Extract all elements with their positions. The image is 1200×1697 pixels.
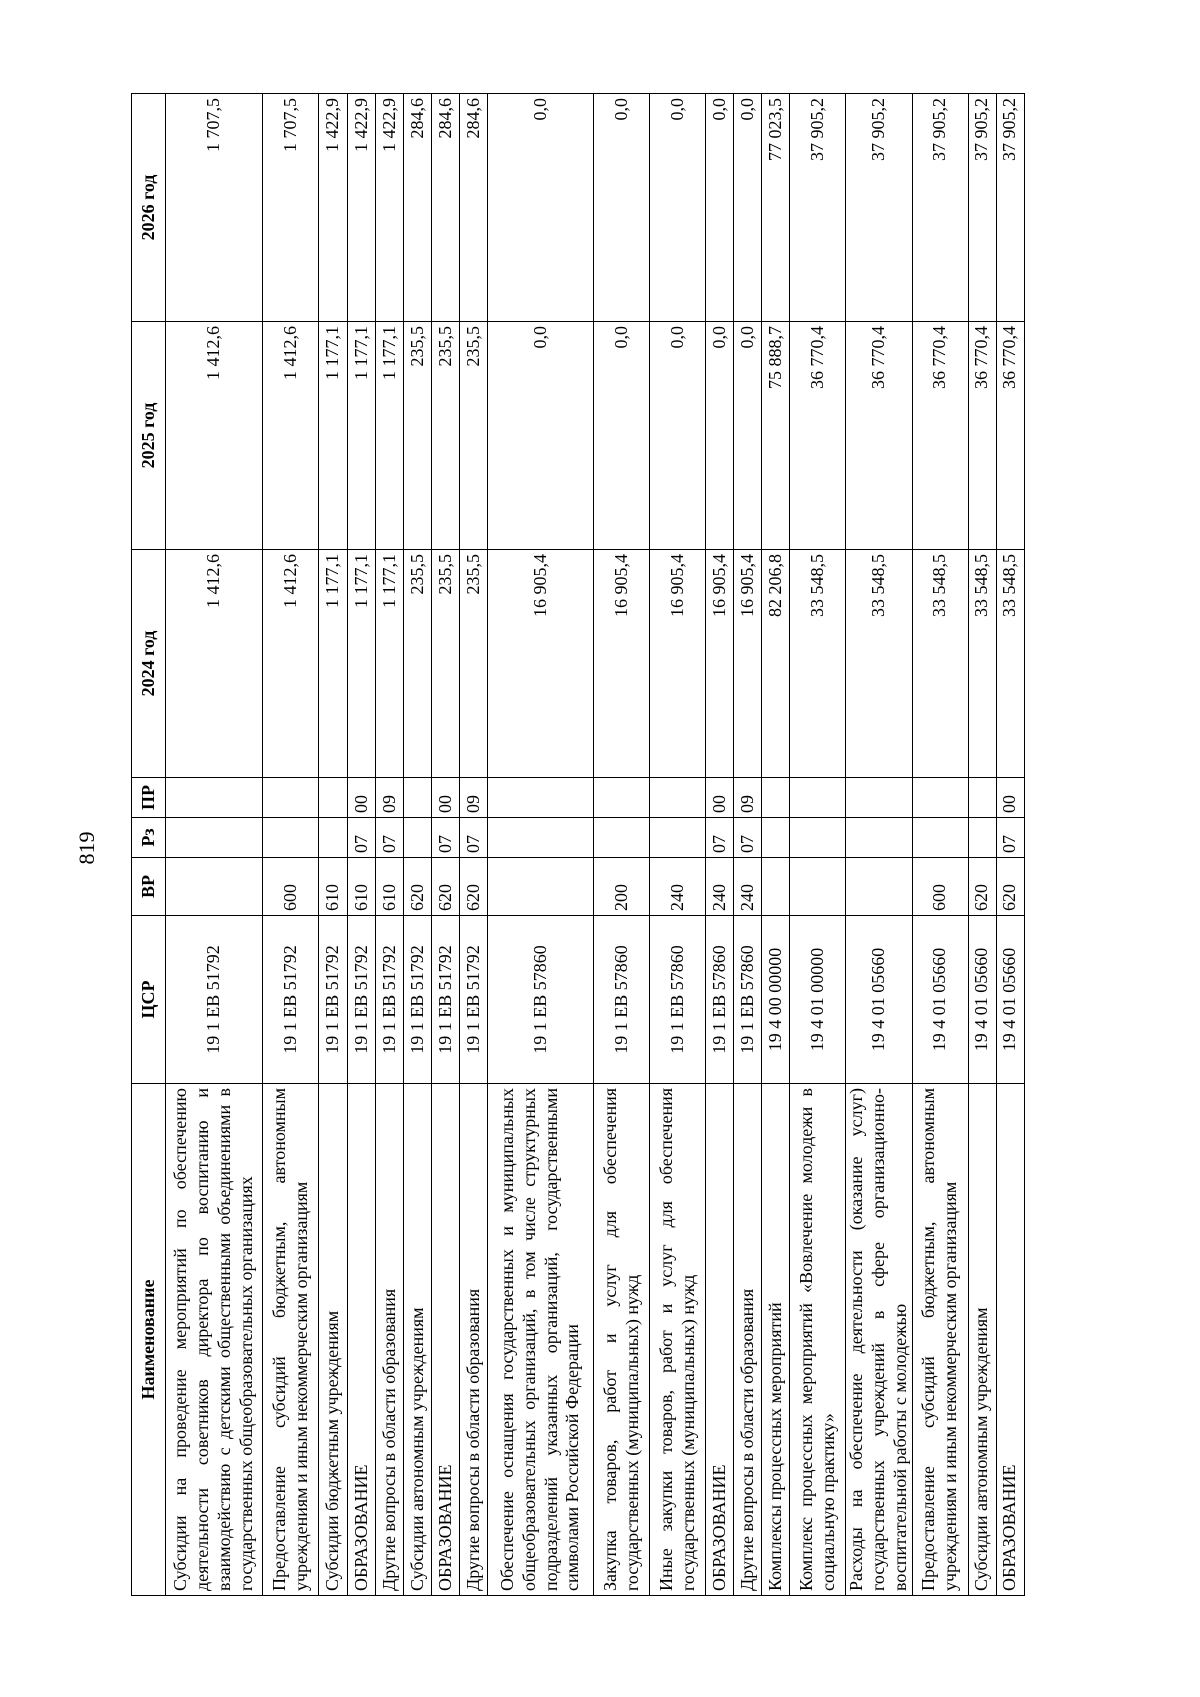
cell-rz: 07 <box>348 818 376 858</box>
cell-csr: 19 1 EB 57860 <box>650 916 706 1084</box>
cell-vr: 600 <box>912 858 968 916</box>
cell-2024: 33 548,5 <box>790 550 846 778</box>
cell-vr: 620 <box>996 858 1024 916</box>
cell-2024: 1 412,6 <box>263 550 319 778</box>
cell-csr: 19 4 01 05660 <box>912 916 968 1084</box>
cell-rz: 07 <box>376 818 404 858</box>
header-2024: 2024 год <box>132 550 166 778</box>
cell-csr: 19 1 EB 51792 <box>376 916 404 1084</box>
table-row <box>846 94 913 1596</box>
cell-rz <box>594 818 650 858</box>
cell-name: Обеспечение оснащения государственных и муниципальных общеобразовательных организаций, в том числе структурных подразделений указанных организаций, государственными символами Российской Федерации <box>488 1084 594 1596</box>
cell-name: Комплекс процессных мероприятий «Вовлечение молодежи в социальную практику» <box>790 1084 846 1596</box>
table-row <box>996 94 1024 1596</box>
cell-rz: 07 <box>432 818 460 858</box>
cell-pr <box>319 778 348 818</box>
cell-2024: 16 905,4 <box>594 550 650 778</box>
cell-csr: 19 1 EB 51792 <box>460 916 488 1084</box>
cell-vr: 610 <box>376 858 404 916</box>
cell-2026: 0,0 <box>488 94 594 322</box>
header-vr: ВР <box>132 858 166 916</box>
cell-csr: 19 4 01 05660 <box>996 916 1024 1084</box>
cell-2024: 16 905,4 <box>734 550 762 778</box>
cell-pr: 09 <box>376 778 404 818</box>
cell-rz <box>488 818 594 858</box>
cell-rz <box>166 818 263 858</box>
cell-2024: 16 905,4 <box>650 550 706 778</box>
cell-csr: 19 1 EB 57860 <box>594 916 650 1084</box>
cell-2025: 36 770,4 <box>846 322 913 550</box>
cell-2025: 36 770,4 <box>912 322 968 550</box>
table-row <box>650 94 706 1596</box>
header-2025: 2025 год <box>132 322 166 550</box>
cell-rz <box>846 818 913 858</box>
cell-name: ОБРАЗОВАНИЕ <box>706 1084 734 1596</box>
table-row <box>263 94 319 1596</box>
cell-2026: 37 905,2 <box>790 94 846 322</box>
cell-2024: 235,5 <box>432 550 460 778</box>
cell-name: Комплексы процессных мероприятий <box>762 1084 790 1596</box>
cell-name: Другие вопросы в области образования <box>460 1084 488 1596</box>
table-row <box>488 94 594 1596</box>
cell-csr: 19 1 EB 51792 <box>319 916 348 1084</box>
cell-csr: 19 1 EB 51792 <box>404 916 432 1084</box>
cell-pr <box>263 778 319 818</box>
cell-vr: 620 <box>460 858 488 916</box>
cell-2026: 37 905,2 <box>912 94 968 322</box>
cell-pr <box>488 778 594 818</box>
header-csr: ЦСР <box>132 916 166 1084</box>
cell-2024: 33 548,5 <box>846 550 913 778</box>
cell-rz <box>912 818 968 858</box>
table-row <box>348 94 376 1596</box>
cell-name: ОБРАЗОВАНИЕ <box>348 1084 376 1596</box>
cell-2024: 33 548,5 <box>996 550 1024 778</box>
cell-rz <box>263 818 319 858</box>
cell-csr: 19 1 EB 51792 <box>432 916 460 1084</box>
cell-name: Субсидии на проведение мероприятий по обеспечению деятельности советников директора по воспитанию и взаимодействию с детскими общественными объединениями в государственных общеобразовательных организациях <box>166 1084 263 1596</box>
cell-2024: 1 177,1 <box>348 550 376 778</box>
cell-2024: 235,5 <box>404 550 432 778</box>
cell-name: Субсидии бюджетным учреждениям <box>319 1084 348 1596</box>
cell-2025: 1 412,6 <box>166 322 263 550</box>
cell-csr: 19 1 EB 51792 <box>348 916 376 1084</box>
table-row <box>594 94 650 1596</box>
cell-vr: 620 <box>432 858 460 916</box>
cell-rz: 07 <box>706 818 734 858</box>
cell-name: Предоставление субсидий бюджетным, автономным учреждениям и иным некоммерческим организациям <box>263 1084 319 1596</box>
cell-name: ОБРАЗОВАНИЕ <box>432 1084 460 1596</box>
cell-2026: 0,0 <box>650 94 706 322</box>
cell-2026: 37 905,2 <box>846 94 913 322</box>
table-row <box>912 94 968 1596</box>
cell-csr: 19 4 01 05660 <box>968 916 996 1084</box>
cell-vr: 610 <box>348 858 376 916</box>
cell-2026: 284,6 <box>404 94 432 322</box>
cell-name: Другие вопросы в области образования <box>734 1084 762 1596</box>
cell-rz: 07 <box>996 818 1024 858</box>
cell-name: Расходы на обеспечение деятельности (оказание услуг) государственных учреждений в сфере организационно-воспитательной работы с молодежью <box>846 1084 913 1596</box>
cell-rz <box>319 818 348 858</box>
cell-csr: 19 1 EB 57860 <box>488 916 594 1084</box>
cell-2025: 36 770,4 <box>996 322 1024 550</box>
cell-2024: 1 177,1 <box>319 550 348 778</box>
cell-csr: 19 1 EB 57860 <box>706 916 734 1084</box>
table-row <box>432 94 460 1596</box>
cell-csr: 19 4 01 05660 <box>846 916 913 1084</box>
table-row <box>706 94 734 1596</box>
cell-2025: 235,5 <box>432 322 460 550</box>
cell-pr <box>846 778 913 818</box>
cell-pr <box>594 778 650 818</box>
table-row <box>460 94 488 1596</box>
cell-2025: 0,0 <box>488 322 594 550</box>
cell-pr <box>404 778 432 818</box>
cell-2026: 0,0 <box>706 94 734 322</box>
cell-vr <box>790 858 846 916</box>
cell-name: Предоставление субсидий бюджетным, автономным учреждениям и иным некоммерческим организациям <box>912 1084 968 1596</box>
cell-2025: 235,5 <box>460 322 488 550</box>
table-row <box>166 94 263 1596</box>
table-row <box>404 94 432 1596</box>
cell-name: Другие вопросы в области образования <box>376 1084 404 1596</box>
cell-name: Закупка товаров, работ и услуг для обеспечения государственных (муниципальных) нужд <box>594 1084 650 1596</box>
cell-vr: 240 <box>650 858 706 916</box>
cell-csr: 19 1 EB 51792 <box>263 916 319 1084</box>
cell-2025: 1 177,1 <box>348 322 376 550</box>
header-pr: ПР <box>132 778 166 818</box>
cell-2026: 37 905,2 <box>968 94 996 322</box>
cell-name: Иные закупки товаров, работ и услуг для обеспечения государственных (муниципальных) нужд <box>650 1084 706 1596</box>
cell-rz: 07 <box>734 818 762 858</box>
cell-pr: 00 <box>996 778 1024 818</box>
cell-csr: 19 4 01 00000 <box>790 916 846 1084</box>
cell-2026: 37 905,2 <box>996 94 1024 322</box>
cell-rz <box>650 818 706 858</box>
cell-2026: 0,0 <box>734 94 762 322</box>
cell-2025: 235,5 <box>404 322 432 550</box>
cell-2026: 1 707,5 <box>263 94 319 322</box>
cell-vr: 600 <box>263 858 319 916</box>
cell-pr: 09 <box>734 778 762 818</box>
cell-name: Субсидии автономным учреждениям <box>968 1084 996 1596</box>
cell-vr <box>488 858 594 916</box>
cell-vr: 200 <box>594 858 650 916</box>
cell-2024: 235,5 <box>460 550 488 778</box>
cell-vr: 610 <box>319 858 348 916</box>
cell-2026: 0,0 <box>594 94 650 322</box>
cell-rz <box>968 818 996 858</box>
cell-rz <box>790 818 846 858</box>
cell-2025: 0,0 <box>594 322 650 550</box>
cell-2024: 1 412,6 <box>166 550 263 778</box>
cell-2026: 1 422,9 <box>376 94 404 322</box>
cell-pr <box>912 778 968 818</box>
cell-csr: 19 1 EB 57860 <box>734 916 762 1084</box>
cell-2026: 1 707,5 <box>166 94 263 322</box>
cell-pr <box>790 778 846 818</box>
table-header-row <box>132 94 166 1596</box>
cell-pr: 00 <box>432 778 460 818</box>
cell-rz <box>762 818 790 858</box>
cell-pr: 09 <box>460 778 488 818</box>
cell-2025: 0,0 <box>734 322 762 550</box>
cell-2025: 1 412,6 <box>263 322 319 550</box>
cell-2024: 82 206,8 <box>762 550 790 778</box>
budget-table <box>131 93 1025 1596</box>
cell-2024: 1 177,1 <box>376 550 404 778</box>
page-number: 819 <box>74 831 99 865</box>
table-row <box>319 94 348 1596</box>
cell-rz: 07 <box>460 818 488 858</box>
budget-table-frame <box>131 94 1031 1596</box>
cell-2025: 1 177,1 <box>376 322 404 550</box>
cell-2024: 16 905,4 <box>488 550 594 778</box>
cell-pr <box>650 778 706 818</box>
cell-2025: 0,0 <box>706 322 734 550</box>
cell-csr: 19 1 EB 51792 <box>166 916 263 1084</box>
table-row <box>968 94 996 1596</box>
cell-name: Субсидии автономным учреждениям <box>404 1084 432 1596</box>
header-2026: 2026 год <box>132 94 166 322</box>
cell-pr: 00 <box>348 778 376 818</box>
cell-pr <box>968 778 996 818</box>
cell-vr <box>762 858 790 916</box>
cell-rz <box>404 818 432 858</box>
cell-2025: 0,0 <box>650 322 706 550</box>
cell-vr: 620 <box>404 858 432 916</box>
header-rz: Рз <box>132 818 166 858</box>
cell-2025: 75 888,7 <box>762 322 790 550</box>
cell-2024: 33 548,5 <box>968 550 996 778</box>
cell-pr <box>762 778 790 818</box>
header-name: Наименование <box>132 1084 166 1596</box>
cell-pr: 00 <box>706 778 734 818</box>
cell-2026: 1 422,9 <box>319 94 348 322</box>
cell-2026: 77 023,5 <box>762 94 790 322</box>
cell-2026: 1 422,9 <box>348 94 376 322</box>
cell-2024: 33 548,5 <box>912 550 968 778</box>
cell-vr: 240 <box>734 858 762 916</box>
cell-csr: 19 4 00 00000 <box>762 916 790 1084</box>
cell-vr: 240 <box>706 858 734 916</box>
cell-pr <box>166 778 263 818</box>
cell-2025: 1 177,1 <box>319 322 348 550</box>
cell-2025: 36 770,4 <box>790 322 846 550</box>
table-row <box>376 94 404 1596</box>
cell-vr <box>166 858 263 916</box>
cell-2026: 284,6 <box>460 94 488 322</box>
cell-name: ОБРАЗОВАНИЕ <box>996 1084 1024 1596</box>
cell-2025: 36 770,4 <box>968 322 996 550</box>
cell-vr <box>846 858 913 916</box>
cell-2026: 284,6 <box>432 94 460 322</box>
table-row <box>790 94 846 1596</box>
table-row <box>762 94 790 1596</box>
cell-2024: 16 905,4 <box>706 550 734 778</box>
cell-vr: 620 <box>968 858 996 916</box>
table-row <box>734 94 762 1596</box>
table-body <box>166 94 1025 1596</box>
